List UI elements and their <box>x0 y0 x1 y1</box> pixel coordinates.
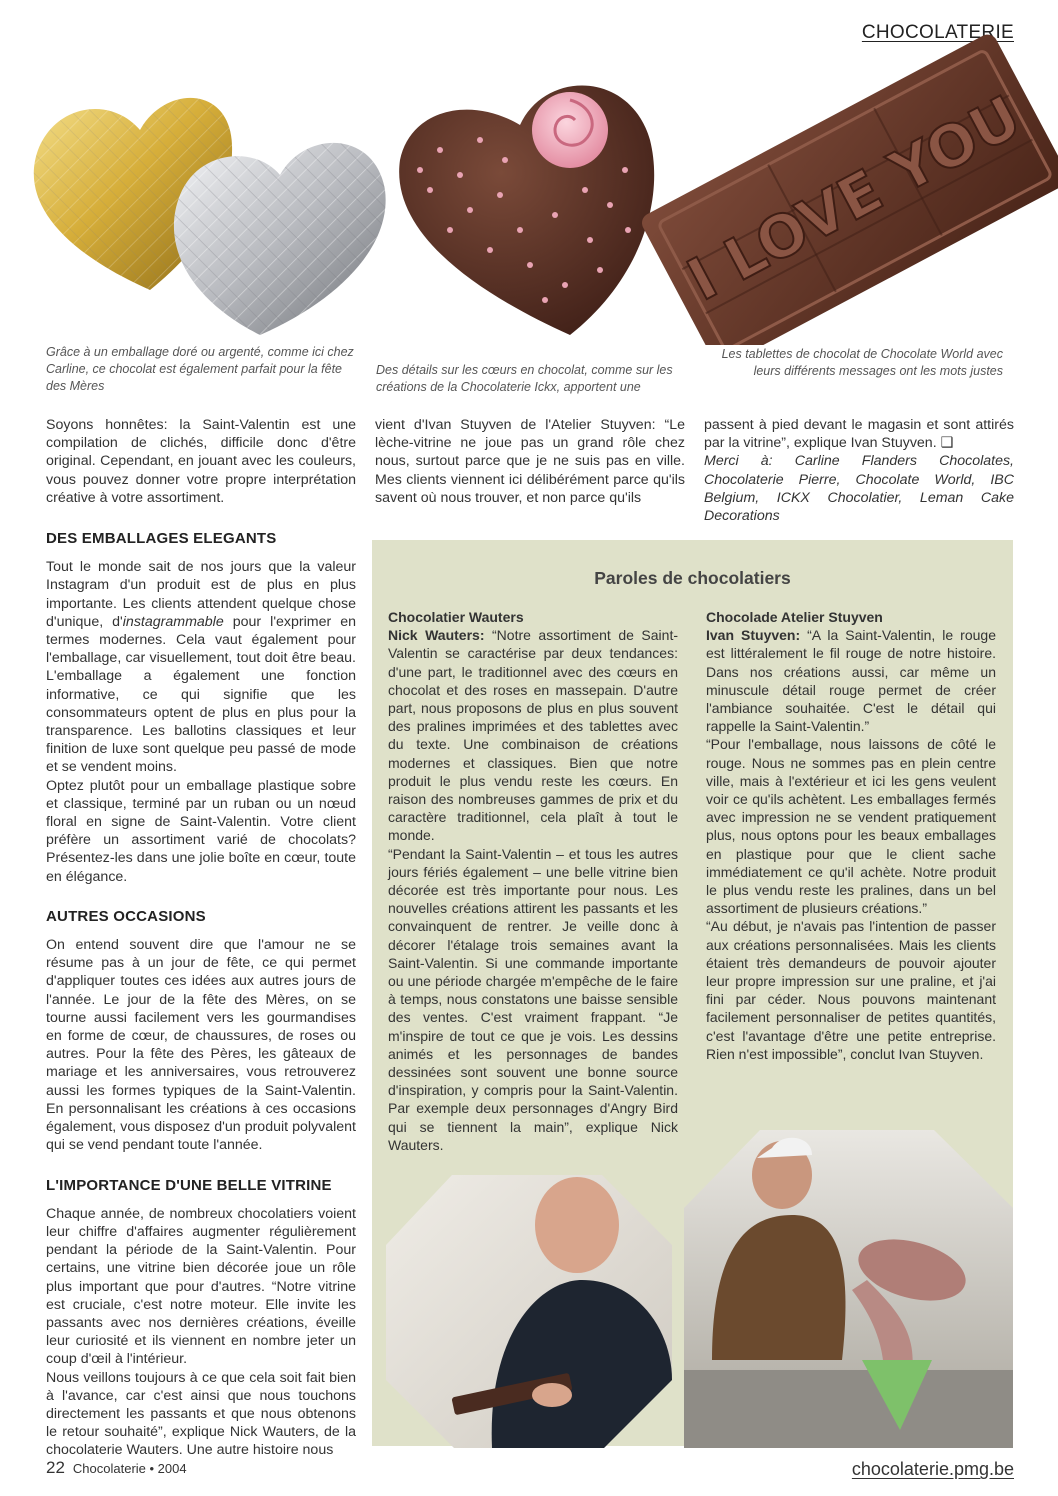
chocolatier-photos <box>372 1130 1013 1448</box>
photo-nick-wauters <box>386 1175 672 1448</box>
box-heading-wauters: Chocolatier Wauters <box>388 609 524 625</box>
footer-url-link[interactable]: chocolaterie.pmg.be <box>851 1459 1014 1479</box>
paragraph-occasions: On entend souvent dire que l'amour ne se résume pas à un jour de fête, ce qui permet d'appliquer toutes ces idées aux autres jours de l'année. Le jour de la fête des Mères, on se tourne aussi facilement vers les gourmandises en forme de cœur, de chaussures, de roses ou autres. Pour la fête des Pères, les gâteaux de mariage et les anniversaires, vous retrouverez aussi les formes typiques de la Saint-Valentin. En personnalisant les créations à ces occasions également, vous disposez d'un produit polyvalent qui se vend pendant toute l'année. <box>46 937 356 1154</box>
hero-images <box>0 0 1058 345</box>
intro-mid-text: vient d'Ivan Stuyven de l'Atelier Stuyven: “Le lèche-vitrine ne joue pas un grand rôle chez nous, surtout parce que je ne suis pas en ville. Mes clients viennent ici délibérément parce qu'ils savent où nous trouver, et non parce qu'ils <box>375 417 685 506</box>
box-column-stuyven: Chocolade Atelier Stuyven Ivan Stuyven: “A la Saint-Valentin, le rouge est littéralement le fil rouge de notre histoire. Dans nos créations aussi, car même un minuscule détail rouge permet de créer l'ambiance souhaitée. C'est le détail qui rappelle la Saint-Valentin.” “Pour l'emballage, nous laissons de côté le rouge. Nous ne sommes pas en plein centre ville, mais à l'extérieur et ici les gens veulent voir ce qu'ils achètent. Les emballages fermés avec impression ne se vendent pratiquement plus, nous optons pour les beaux emballages en plastique pour que le client sache immédiatement ce qu'il achète. Notre produit le plus vendu reste les pralines, dans un bel assortiment de plusieurs créations.” “Au début, je n'avais pas l'intention de passer aux créations personnalisées. Mais les clients étaient très demandeurs de pouvoir ajouter leur propre impression sur une praline, et j'ai fini par céder. Nous pouvons maintenant facilement personnaliser de petites quantités, c'est l'avantage d'être une petite entreprise. Rien n'est impossible”, conclut Ivan Stuyven. <box>706 609 996 1062</box>
photo-ivan-stuyven <box>684 1130 1013 1448</box>
section-tag: CHOCOLATERIE <box>861 22 1014 43</box>
caption-chocolate-hearts: Des détails sur les cœurs en chocolat, comme sur les créations de la Chocolaterie Ickx, apportent une <box>376 363 673 394</box>
paragraph-vitrine-1: Chaque année, de nombreux chocolatiers voient leur chiffre d'affaires augmenter régulièrement pendant la période de la Saint-Valentin. Pour certains, une vitrine bien décorée joue un rôle plus important que pour d'autres. “Notre vitrine est cruciale, c'est notre moteur. Elle invite les passants avec nos dernières créations, éveille leur curiosité et ils viennent en nombre jeter un coup d'œil à l'intérieur. <box>46 1205 356 1368</box>
box-title: Paroles de chocolatiers <box>594 568 791 588</box>
intro-right-text: passent à pied devant le magasin et sont attirés par la vitrine”, explique Ivan Stuyven. ❑ Merci à: Carline Flanders Chocolates, Chocolaterie Pierre, Chocolate World, IBC Belgium, ICKX Chocolatier, Leman Cake Decorations <box>704 417 1014 525</box>
page-number: 22 <box>46 1458 65 1477</box>
speaker-stuyven: Ivan Stuyven: <box>706 627 801 644</box>
intro-left-text: Soyons honnêtes: la Saint-Valentin est une compilation de clichés, difficile donc d'être original. Cependant, en jouant avec les couleurs, vous pouvez donner votre propre interprétation créative à votre assortiment. <box>46 417 356 506</box>
caption-gold-silver-hearts: Grâce à un emballage doré ou argenté, comme ici chez Carline, ce chocolat est également parfait pour la fête des Mères <box>46 345 354 393</box>
footer-page-info <box>46 1458 187 1478</box>
box-heading-stuyven: Chocolade Atelier Stuyven <box>706 609 883 625</box>
paragraph-vitrine-2: Nous veillons toujours à ce que cela soit fait bien à l'avance, car c'est ainsi que nous touchons directement les passants et que nous obtenons le retour souhaité”, explique Nick Wauters, de la chocolaterie Wauters. Une autre histoire nous <box>46 1369 356 1459</box>
speaker-wauters: Nick Wauters: <box>388 627 485 644</box>
acknowledgements: Merci à: Carline Flanders Chocolates, Chocolaterie Pierre, Chocolate World, IBC Belgium, ICKX Chocolatier, Leman Cake Decorations <box>704 453 1014 525</box>
heading-occasions: AUTRES OCCASIONS <box>46 907 206 925</box>
love-bar-text: I LOVE YOU <box>676 82 1032 315</box>
heading-emballages: DES EMBALLAGES ELEGANTS <box>46 530 277 547</box>
caption-chocolate-bars: Les tablettes de chocolat de Chocolate World avec leurs différents messages ont les mots justes <box>721 347 1003 378</box>
paragraph-emballages-2: Optez plutôt pour un emballage plastique sobre et classique, terminé par un ruban ou un nœud floral en signe de Saint-Valentin. Votre client préfère un assortiment varié de chocolats? Présentez-les dans une jolie boîte en cœur, toute en élégance. <box>46 777 356 885</box>
heading-vitrine: L'IMPORTANCE D'UNE BELLE VITRINE <box>46 1176 332 1194</box>
paragraph-emballages-1: Tout le monde sait de nos jours que la valeur Instagram d'un produit est de plus en plus importante. Les clients attendent quelque chose d'unique, d'instagrammable pour l'exprimer en termes modernes. Cela vaut également pour l'emballage, car visuellement, tout doit être beau. L'emballage a également une fonction informative, ce qui signifie que les consommateurs optent de plus en plus pour la transparence. Les ballotins classiques et leur finition de luxe sont quelque peu passé de mode et se vendent moins. <box>46 559 357 776</box>
article-left-column <box>46 530 356 1460</box>
silver-heart-image <box>174 143 386 335</box>
love-bar-image <box>639 31 1058 345</box>
box-column-wauters: Chocolatier Wauters Nick Wauters: “Notre assortiment de Saint-Valentin se caractérise par deux tendances: d'une part, le traditionnel avec des cœurs en chocolat et des roses en massepain. D'autre part, nous proposons de plus en plus souvent des pralines imprimées et des tablettes avec du texte. Une combinaison de créations modernes et classiques. Bien que notre produit le plus vendu reste les cœurs. En raison des nombreuses gammes de prix et du caractère traditionnel, cela plaît à tout le monde. “Pendant la Saint-Valentin – et tous les autres jours fériés également – une belle vitrine bien décorée est très importante pour nous. Les nouvelles créations attirent les passants et les convainquent de rentrer. Je veille donc à décorer l'étalage trois semaines avant la Saint-Valentin. Si une commande importante ou une période chargée m'empêche de le faire à temps, nous constatons une baisse sensible des ventes. C'est vraiment frappant. “Je m'inspire de tout ce que je vois. Les dessins animés et les personnages de bandes dessinées sont souvent une bonne source d'inspiration, y compris pour la Saint-Valentin. Par exemple deux personnages d'Angry Bird qui se tiennent la main”, explique Nick Wauters. <box>388 609 678 1153</box>
publication-name: Chocolaterie • 2004 <box>72 1461 187 1476</box>
chocolate-heart-image <box>399 85 654 335</box>
